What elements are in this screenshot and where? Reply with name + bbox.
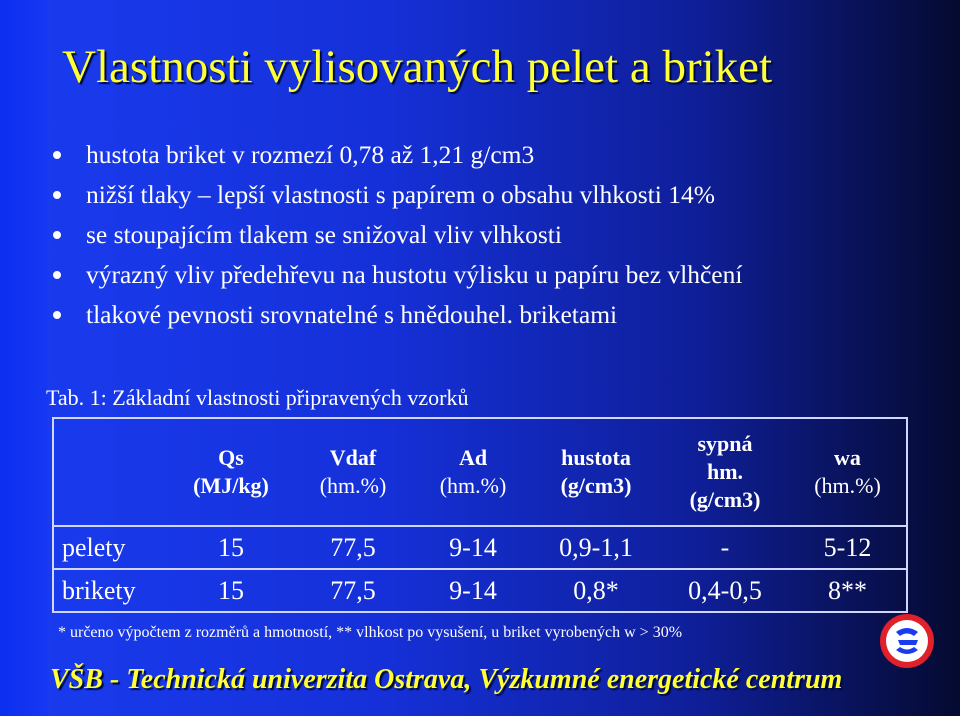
table-row xyxy=(53,526,907,569)
table-cell: 8** xyxy=(828,575,867,605)
table-header-row xyxy=(53,418,907,526)
col-header-qs: Qs (MJ/kg) xyxy=(193,445,269,498)
col-header-vdaf: Vdaf (hm.%) xyxy=(319,445,387,498)
col-header-wa: wa (hm.%) xyxy=(814,445,881,498)
table-cell: - xyxy=(720,532,730,562)
table-cell: 0,9-1,1 xyxy=(559,532,633,562)
table-cell: 5-12 xyxy=(823,532,872,562)
table-cell: 9-14 xyxy=(449,575,497,605)
col-header-hustota: hustota (g/cm3) xyxy=(560,445,632,498)
table-cell: 0,8* xyxy=(573,575,619,605)
bullet-item: nižší tlaky – lepší vlastnosti s papírem o obsahu vlhkosti 14% xyxy=(50,178,876,211)
col-header-ad: Ad (hm.%) xyxy=(439,445,507,498)
table-cell: 0,4-0,5 xyxy=(688,575,762,605)
bullet-item: výrazný vliv předehřevu na hustotu výlisku u papíru bez vlhčení xyxy=(50,258,876,291)
table-cell: 77,5 xyxy=(330,575,376,605)
bullet-item: se stoupajícím tlakem se snižoval vliv vlhkosti xyxy=(50,218,876,251)
table-cell: 15 xyxy=(218,575,244,605)
bullet-list xyxy=(50,138,876,338)
row-label-pelety: pelety xyxy=(62,532,126,562)
bullet-item: tlakové pevnosti srovnatelné s hnědouhel. briketami xyxy=(50,298,876,331)
row-label-brikety: brikety xyxy=(62,575,136,605)
table-corner-cell xyxy=(53,418,171,526)
bullet-dot-icon xyxy=(53,311,61,319)
footer-institution: VŠB - Technická univerzita Ostrava, Výzkumné energetické centrum xyxy=(50,664,843,695)
bullet-item: hustota briket v rozmezí 0,78 až 1,21 g/cm3 xyxy=(50,138,876,171)
table-row xyxy=(53,569,907,612)
properties-table xyxy=(52,417,908,613)
bullet-dot-icon xyxy=(53,191,61,199)
bullet-dot-icon xyxy=(53,271,61,279)
table-caption: Tab. 1: Základní vlastnosti připravených vzorků xyxy=(46,385,469,410)
table-cell: 15 xyxy=(218,532,244,562)
slide-title: Vlastnosti vylisovaných pelet a briket xyxy=(62,41,773,93)
table-footnote: * určeno výpočtem z rozměrů a hmotností, ** vlhkost po vysušení, u briket vyrobených w > 30% xyxy=(58,624,683,641)
bullet-dot-icon xyxy=(53,231,61,239)
table-cell: 77,5 xyxy=(330,532,376,562)
left-stripe xyxy=(0,0,48,716)
table-cell: 9-14 xyxy=(449,532,497,562)
vsb-logo-icon xyxy=(878,612,936,670)
col-header-sypna-hm: sypná hm. (g/cm3) xyxy=(689,431,761,512)
bullet-dot-icon xyxy=(53,151,61,159)
